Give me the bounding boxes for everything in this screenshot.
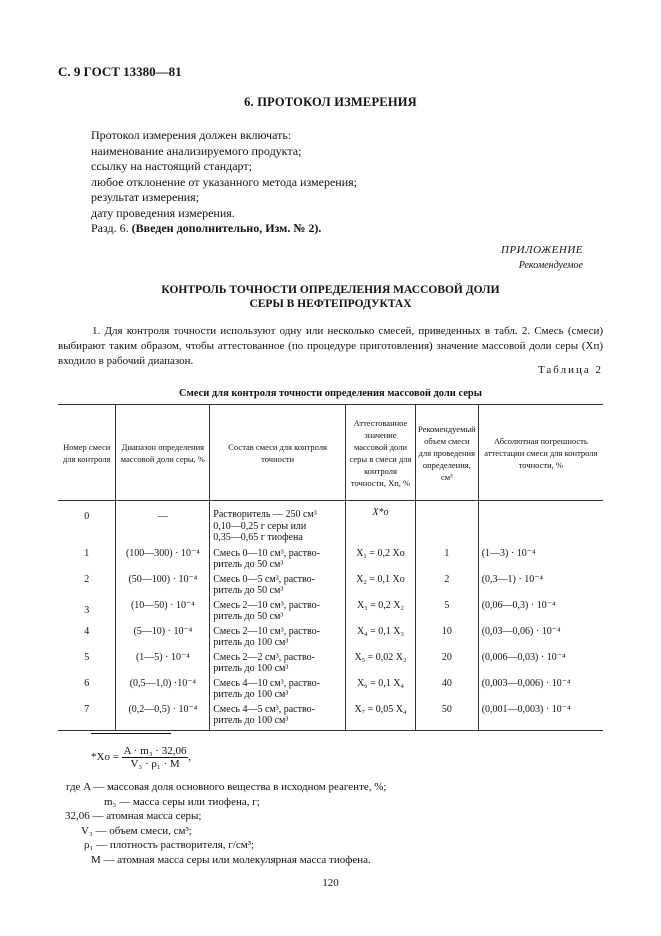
cell-comp: Смесь 2—10 см³, раство- (213, 625, 320, 637)
cell-volume: 10 (441, 625, 452, 637)
cell-value: X₃ = 0,2 X₂ (356, 599, 405, 611)
col-header: Диапазон определения массовой доли серы, % (116, 405, 210, 501)
protocol-line: ссылку на настоящий стандарт; (91, 159, 252, 173)
cell-comp: Смесь 4—10 см³, раство- (213, 677, 320, 689)
protocol-line: Протокол измерения должен включать: (91, 128, 292, 142)
page-header: С. 9 ГОСТ 13380—81 (58, 64, 182, 79)
control-title-2: СЕРЫ В НЕФТЕПРОДУКТАХ (249, 298, 412, 310)
cell-error: (1—3) · 10⁻⁴ (481, 547, 536, 559)
cell-num: 0 (84, 511, 90, 522)
cell-value: X₂ = 0,1 Xо (356, 573, 405, 585)
legend-line: M — атомная масса серы или молекулярная масса тиофена. (91, 853, 371, 866)
amendment-bold: (Введен дополнительно, Изм. № 2). (131, 221, 322, 235)
formula-denominator: V₃ · ρ₁ · M (130, 758, 180, 770)
cell-volume: 40 (441, 677, 452, 689)
cell-comp: 0,10—0,25 г серы или (213, 520, 307, 532)
cell-value: X₁ = 0,2 Xо (356, 547, 405, 559)
table-row (58, 501, 603, 544)
col-header: Рекомендуемый объем смеси для проведения определения, см³ (415, 405, 478, 501)
cell-comp: ритель до 100 см³ (213, 715, 289, 726)
formula-fraction (122, 745, 192, 770)
legend-line: m₃ — масса серы или тиофена, г; (104, 795, 260, 808)
cell-value: X*о (372, 507, 389, 518)
cell-comp: 0,35—0,65 г тиофена (213, 532, 303, 543)
cell-value: X₅ = 0,02 X₂ (354, 651, 407, 663)
col-header: Аттестованное значение массовой доли серы в смеси для контроля точности, Xп, % (346, 405, 416, 501)
cell-volume: 20 (441, 651, 452, 663)
cell-num: 4 (84, 625, 90, 637)
cell-comp: ритель до 50 см³ (213, 585, 284, 596)
cell-volume: 50 (441, 703, 452, 715)
footnote-rule (91, 733, 171, 734)
paragraph-1: 1. Для контроля точности используют одну или несколько смесей, приведенных в табл. 2. Смесь (смеси) выбирают таким образом, чтобы аттестованное (по процедуре приготовления) значение массовой доли серы (Xп) входило в рабочий диапазон. (58, 325, 603, 367)
cell-comp: Смесь 2—10 см³, раство- (213, 599, 320, 611)
table-row (58, 571, 603, 597)
protocol-line: любое отклонение от указанного метода измерения; (91, 174, 357, 189)
appendix-label: ПРИЛОЖЕНИЕ (501, 244, 583, 256)
cell-range: (0,5—1,0) ·10⁻⁴ (129, 677, 196, 689)
cell-value: X₆ = 0,1 X₄ (356, 677, 405, 689)
section-title: 6. ПРОТОКОЛ ИЗМЕРЕНИЯ (244, 95, 417, 109)
protocol-line: дату проведения измерения. (91, 205, 235, 220)
cell-volume: 1 (444, 547, 450, 559)
table-row (58, 597, 603, 623)
cell-num: 1 (84, 547, 90, 559)
table-row (58, 675, 603, 701)
cell-comp: ритель до 50 см³ (213, 611, 284, 622)
cell-range: (10—50) · 10⁻⁴ (130, 599, 195, 611)
cell-num: 5 (84, 651, 90, 663)
cell-error: (0,06—0,3) · 10⁻⁴ (481, 599, 556, 611)
legend-line: где A — массовая доля основного вещества в исходном реагенте, %; (66, 781, 387, 793)
cell-range: (50—100) · 10⁻⁴ (128, 573, 198, 585)
table-label: Таблица 2 (537, 364, 603, 376)
cell-volume: 5 (444, 599, 450, 611)
cell-num: 7 (84, 703, 90, 715)
cell-error: (0,003—0,006) · 10⁻⁴ (481, 677, 571, 689)
cell-num: 2 (84, 573, 90, 585)
cell-range: (0,2—0,5) · 10⁻⁴ (128, 703, 198, 715)
cell-error: (0,03—0,06) · 10⁻⁴ (481, 625, 561, 637)
footnote-formula (91, 745, 191, 770)
cell-value: X₄ = 0,1 X₃ (356, 625, 405, 637)
col-header: Абсолютная погрешность аттестации смеси для контроля точности, % (478, 405, 603, 501)
formula-lhs: *Xо = (91, 751, 119, 764)
cell-num: 6 (84, 677, 90, 689)
table-row (58, 623, 603, 649)
legend-line: ρ₁ — плотность растворителя, г/см³; (84, 839, 255, 851)
cell-comp: ритель до 100 см³ (213, 637, 289, 648)
cell-comp: Смесь 4—5 см³, раство- (213, 703, 315, 715)
protocol-line: наименование анализируемого продукта; (91, 143, 302, 158)
cell-comp: ритель до 100 см³ (213, 689, 289, 700)
cell-comp: Растворитель — 250 см³ (213, 509, 317, 520)
cell-comp: ритель до 100 см³ (213, 663, 289, 674)
formula-numerator: A · m₃ · 32,06 (123, 745, 187, 757)
cell-comp: Смесь 2—2 см³, раство- (213, 651, 315, 663)
mixtures-table (58, 404, 603, 731)
cell-error: (0,006—0,03) · 10⁻⁴ (481, 651, 566, 663)
cell-comp: Смесь 0—5 см³, раство- (213, 573, 315, 585)
col-header: Номер смеси для контроля (58, 405, 116, 501)
appendix-sub: Рекомендуемое (518, 260, 583, 271)
table-title: Смеси для контроля точности определения массовой доли серы (179, 388, 482, 399)
page-number: 120 (322, 877, 339, 889)
cell-comp: Смесь 0—10 см³, раство- (213, 547, 320, 559)
legend-line: 32,06 — атомная масса серы; (65, 810, 202, 822)
amendment-note (91, 221, 321, 237)
cell-volume: 2 (444, 573, 450, 585)
cell-value: X₇ = 0,05 X₄ (354, 703, 407, 715)
formula-tail: , (188, 751, 192, 764)
cell-range: (1—5) · 10⁻⁴ (135, 651, 190, 663)
cell-comp: ритель до 50 см³ (213, 559, 284, 570)
control-title-1: КОНТРОЛЬ ТОЧНОСТИ ОПРЕДЕЛЕНИЯ МАССОВОЙ ДОЛИ (161, 284, 500, 296)
cell-range: (5—10) · 10⁻⁴ (133, 625, 193, 637)
table-row (58, 649, 603, 675)
cell-error: (0,3—1) · 10⁻⁴ (481, 573, 543, 585)
amendment-prefix: Разд. 6. (91, 221, 129, 235)
cell-error: (0,001—0,003) · 10⁻⁴ (481, 703, 571, 715)
table-row (58, 701, 603, 731)
col-header: Состав смеси для контроля точности (210, 405, 346, 501)
cell-range: (100—300) · 10⁻⁴ (125, 547, 200, 559)
table-row (58, 544, 603, 571)
cell-range: — (157, 511, 168, 522)
cell-num: 3 (84, 604, 90, 616)
legend-line: V₃ — объем смеси, см³; (81, 824, 192, 837)
protocol-line: результат измерения; (91, 190, 200, 204)
